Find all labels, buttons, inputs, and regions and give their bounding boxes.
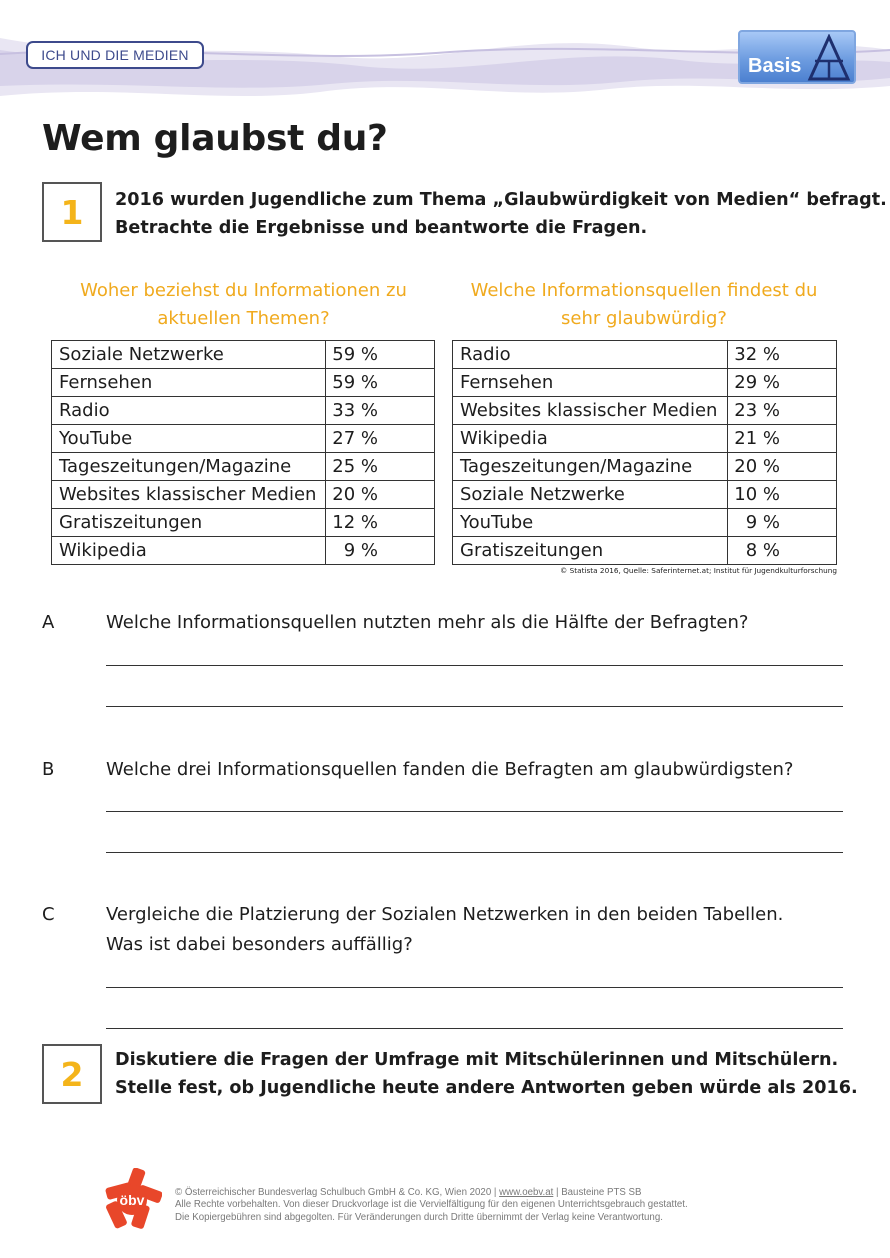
- table-cell-source: Gratiszeitungen: [52, 509, 326, 537]
- table-row: [52, 453, 435, 481]
- task-1-line: Betrachte die Ergebnisse und beantworte die Fragen.: [115, 218, 648, 238]
- table-cell-percent: 9 %: [343, 540, 378, 561]
- question-a-text: [106, 608, 748, 638]
- table-1-heading-line: aktuellen Themen?: [157, 308, 330, 329]
- task-2-line: Diskutiere die Fragen der Umfrage mit Mitschülerinnen und Mitschülern.: [115, 1050, 839, 1070]
- source-note: © Statista 2016, Quelle: Saferinternet.at; Institut für Jugendkulturforschung: [560, 566, 838, 575]
- table-cell-percent: 32 %: [734, 344, 780, 365]
- publisher-link[interactable]: www.oebv.at: [499, 1187, 554, 1198]
- table-2-heading-line: Welche Informationsquellen findest du: [470, 280, 818, 301]
- footer-line1-pre: © Österreichischer Bundesverlag Schulbuch GmbH & Co. KG, Wien 2020 |: [175, 1187, 500, 1198]
- table-row: [52, 369, 435, 397]
- table-2-heading-line: sehr glaubwürdig?: [561, 308, 727, 329]
- table-cell-percent: 59 %: [332, 372, 378, 393]
- table-row: [453, 341, 837, 369]
- table-cell-source: Tageszeitungen/Magazine: [52, 453, 326, 481]
- table-row: [52, 481, 435, 509]
- table-2-heading: [452, 277, 836, 333]
- table-cell-source: YouTube: [453, 509, 728, 537]
- footer-copyright: [175, 1187, 688, 1224]
- table-cell-source: YouTube: [52, 425, 326, 453]
- task-1-line: 2016 wurden Jugendliche zum Thema „Glaubwürdigkeit von Medien“ befragt.: [115, 190, 887, 210]
- table-cell-source: Wikipedia: [52, 537, 326, 565]
- answer-line[interactable]: [106, 852, 843, 853]
- task-2-line: Stelle fest, ob Jugendliche heute andere Antworten geben würde als 2016.: [115, 1078, 858, 1098]
- table-row: [453, 369, 837, 397]
- question-line: Welche Informationsquellen nutzten mehr als die Hälfte der Befragten?: [106, 612, 749, 633]
- table-cell-percent: 25 %: [332, 456, 378, 477]
- table-cell-source: Fernsehen: [453, 369, 728, 397]
- table-cell-source: Tageszeitungen/Magazine: [453, 453, 728, 481]
- answer-line[interactable]: [106, 665, 843, 666]
- question-c-text: [106, 900, 783, 960]
- table-usage: [51, 340, 435, 565]
- publisher-logo-text: öbv: [119, 1192, 145, 1208]
- question-line: Was ist dabei besonders auffällig?: [106, 934, 413, 955]
- table-cell-percent: 59 %: [332, 344, 378, 365]
- level-badge-label: Basis: [748, 55, 802, 77]
- question-line: Vergleiche die Platzierung der Sozialen Netzwerken in den beiden Tabellen.: [106, 904, 784, 925]
- table-row: [52, 341, 435, 369]
- answer-line[interactable]: [106, 987, 843, 988]
- table-cell-percent: 23 %: [734, 400, 780, 421]
- table-row: [52, 509, 435, 537]
- answer-line[interactable]: [106, 706, 843, 707]
- task-1-number-box: 1: [42, 182, 102, 242]
- table-cell-percent: 12 %: [332, 512, 378, 533]
- table-row: [52, 397, 435, 425]
- table-row: [453, 481, 837, 509]
- footer-line: Alle Rechte vorbehalten. Von dieser Druckvorlage ist die Vervielfältigung für den eigenen Unterrichtsgebrauch gestattet.: [175, 1199, 688, 1211]
- table-cell-percent: 33 %: [332, 400, 378, 421]
- table-cell-percent: 21 %: [734, 428, 780, 449]
- publisher-logo: [104, 1168, 162, 1230]
- table-row: [453, 509, 837, 537]
- task-2-instructions: [115, 1046, 858, 1102]
- table-cell-percent: 27 %: [332, 428, 378, 449]
- table-cell-source: Soziale Netzwerke: [453, 481, 728, 509]
- table-cell-percent: 8 %: [745, 540, 780, 561]
- table-cell-source: Soziale Netzwerke: [52, 341, 326, 369]
- table-cell-source: Websites klassischer Medien: [52, 481, 326, 509]
- question-c-letter: C: [42, 904, 55, 925]
- table-row: [453, 397, 837, 425]
- table-cell-source: Wikipedia: [453, 425, 728, 453]
- task-2-number-box: 2: [42, 1044, 102, 1104]
- table-row: [52, 537, 435, 565]
- footer-line: Die Kopiergebühren sind abgegolten. Für Veränderungen durch Dritte übernimmt der Verlag keine Verantwortung.: [175, 1211, 663, 1223]
- question-a-letter: A: [42, 612, 55, 633]
- table-row: [52, 425, 435, 453]
- answer-line[interactable]: [106, 811, 843, 812]
- table-cell-percent: 9 %: [745, 512, 780, 533]
- table-cell-percent: 10 %: [734, 484, 780, 505]
- table-cell-percent: 29 %: [734, 372, 780, 393]
- level-badge: [738, 30, 856, 84]
- section-tag: ICH UND DIE MEDIEN: [26, 41, 204, 69]
- table-1-heading-line: Woher beziehst du Informationen zu: [80, 280, 407, 301]
- footer-line1-post: | Bausteine PTS SB: [553, 1187, 642, 1198]
- table-row: [453, 537, 837, 565]
- table-1-heading: [52, 277, 435, 333]
- table-row: [453, 425, 837, 453]
- table-cell-source: Radio: [453, 341, 728, 369]
- triangle-level-icon: [807, 34, 851, 82]
- table-cell-percent: 20 %: [734, 456, 780, 477]
- table-cell-source: Gratiszeitungen: [453, 537, 728, 565]
- table-cell-percent: 20 %: [332, 484, 378, 505]
- question-b-letter: B: [42, 759, 55, 780]
- answer-line[interactable]: [106, 1028, 843, 1029]
- table-credibility: [452, 340, 837, 565]
- question-b-text: [106, 755, 793, 785]
- table-cell-source: Radio: [52, 397, 326, 425]
- table-cell-source: Fernsehen: [52, 369, 326, 397]
- page-title: Wem glaubst du?: [42, 118, 388, 159]
- task-1-instructions: [115, 186, 887, 242]
- table-row: [453, 453, 837, 481]
- question-line: Welche drei Informationsquellen fanden die Befragten am glaubwürdigsten?: [106, 759, 794, 780]
- table-cell-source: Websites klassischer Medien: [453, 397, 728, 425]
